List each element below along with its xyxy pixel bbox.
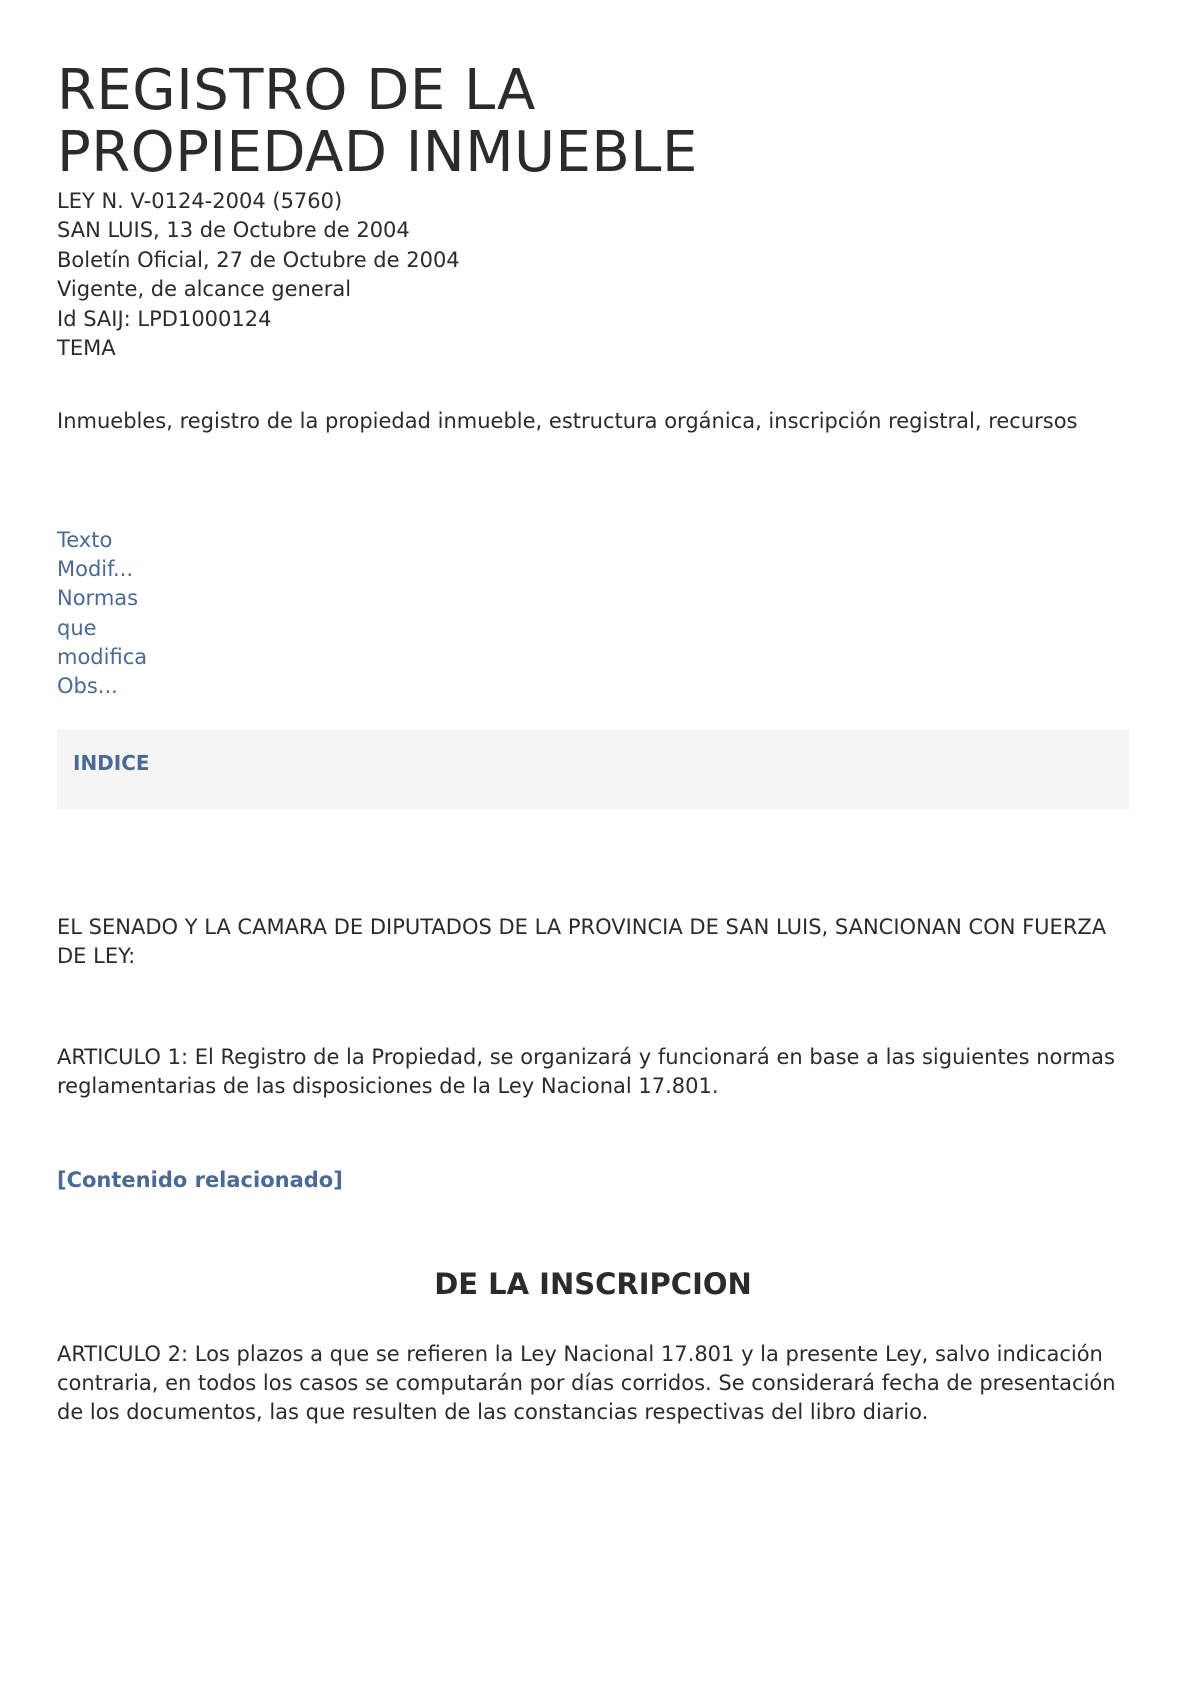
link-modificaciones[interactable]: Modif... xyxy=(57,557,134,582)
document-links xyxy=(57,526,147,701)
senado-declaration: EL SENADO Y LA CAMARA DE DIPUTADOS DE LA PROVINCIA DE SAN LUIS, SANCIONAN CON FUERZA DE LEY: xyxy=(57,915,1107,968)
title-line-1: REGISTRO DE LA xyxy=(57,58,536,123)
articulo-1: ARTICULO 1: El Registro de la Propiedad, se organizará y funcionará en base a las siguientes normas reglamentarias de las disposiciones de la Ley Nacional 17.801. xyxy=(57,1045,1115,1098)
title-line-2: PROPIEDAD INMUEBLE xyxy=(57,120,698,185)
link-normas-line-2[interactable]: que xyxy=(57,615,97,640)
tema-label: TEMA xyxy=(57,336,116,361)
tema-description: Inmuebles, registro de la propiedad inmueble, estructura orgánica, inscripción registral, recursos xyxy=(57,409,1078,433)
indice-toggle[interactable]: INDICE xyxy=(73,751,150,775)
section-heading: DE LA INSCRIPCION xyxy=(434,1267,752,1301)
related-content-link[interactable]: [Contenido relacionado] xyxy=(57,1168,343,1192)
articulo-2: ARTICULO 2: Los plazos a que se refieren la Ley Nacional 17.801 y la presente Ley, salvo indicación contraria, en todos los casos se computarán por días corridos. Se considerará fecha de presentación de los documentos, las que resulten de las constancias respectivas del libro diario. xyxy=(57,1342,1116,1424)
vigencia-status: Vigente, de alcance general xyxy=(57,277,352,302)
link-normas-line-1[interactable]: Normas xyxy=(57,586,139,611)
indice-panel[interactable] xyxy=(57,730,1129,809)
document-title xyxy=(57,60,698,184)
link-observaciones[interactable]: Obs... xyxy=(57,674,118,699)
document-metadata xyxy=(57,187,460,363)
saij-id: Id SAIJ: LPD1000124 xyxy=(57,306,272,331)
boletin-oficial: Boletín Oficial, 27 de Octubre de 2004 xyxy=(57,247,460,272)
place-date: SAN LUIS, 13 de Octubre de 2004 xyxy=(57,218,410,243)
ley-number: LEY N. V-0124-2004 (5760) xyxy=(57,189,343,213)
link-normas-line-3[interactable]: modifica xyxy=(57,644,148,669)
link-texto[interactable]: Texto xyxy=(57,528,113,552)
